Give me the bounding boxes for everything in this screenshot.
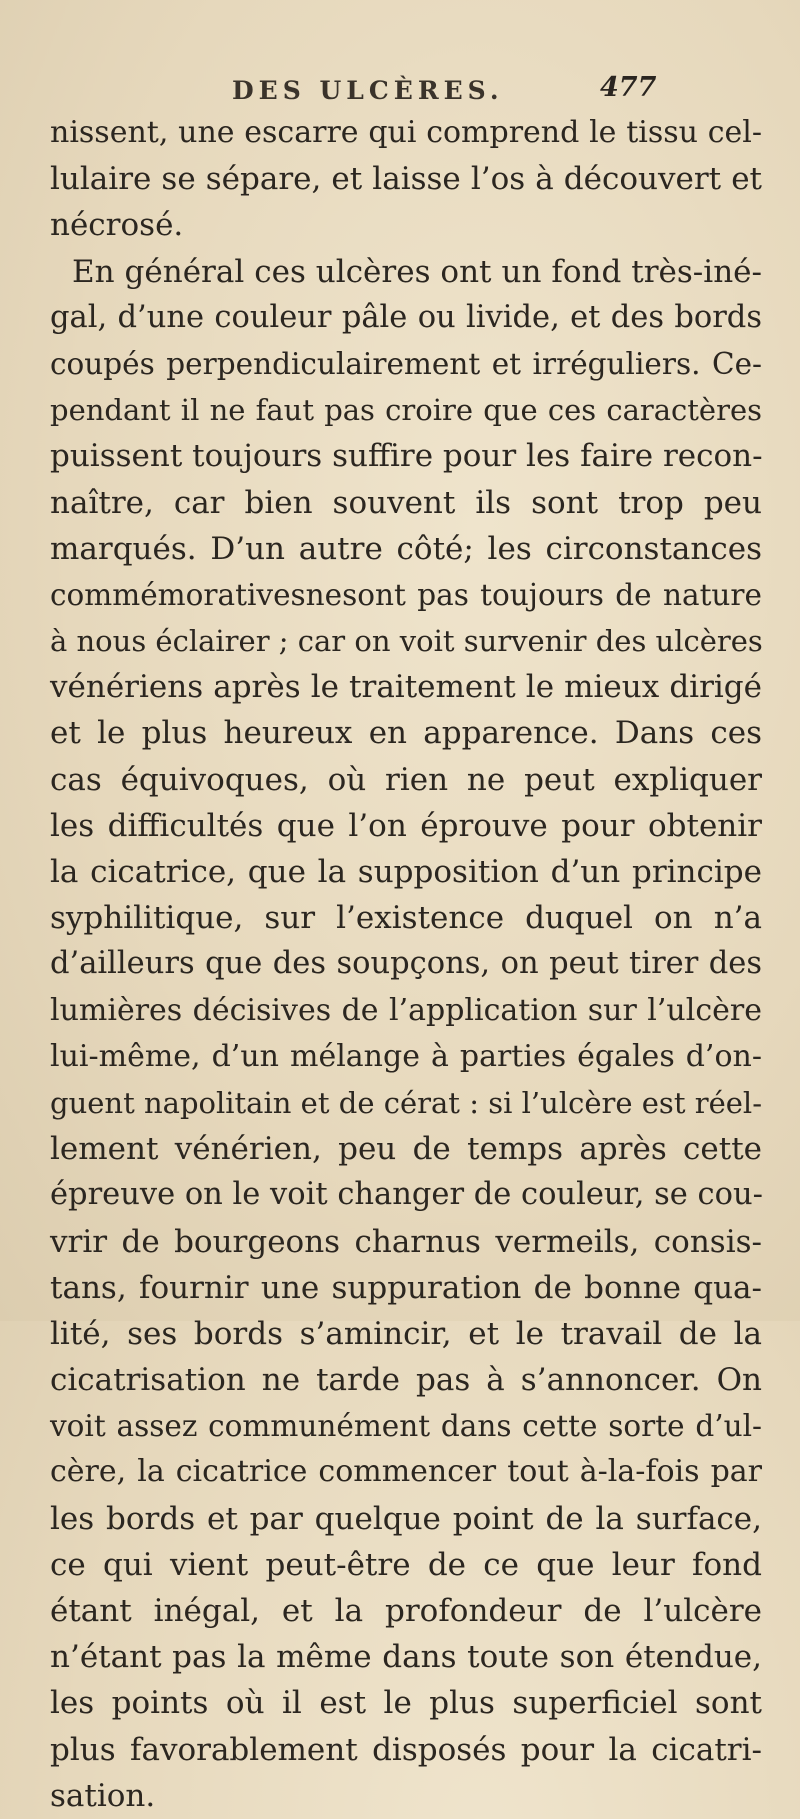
text-line: naître, car bien souvent ils sont trop peu [50, 484, 762, 521]
text-line: cas équivoques, où rien ne peut expliquer [50, 761, 762, 798]
text-line: vrir de bourgeons charnus vermeils, consis- [50, 1223, 762, 1260]
text-line: n’étant pas la même dans toute son étendue, [50, 1639, 762, 1676]
text-line: lumières décisives de l’application sur l’ulcère [50, 992, 762, 1028]
text-line: épreuve on le voit changer de couleur, se cou- [50, 1177, 763, 1213]
text-line: ce qui vient peut-être de ce que leur fond [50, 1546, 762, 1583]
text-line: lement vénérien, peu de temps après cette [50, 1131, 762, 1168]
text-line: puissent toujours suffire pour les faire recon- [50, 438, 763, 475]
text-line: voit assez communément dans cette sorte d’ul- [50, 1409, 762, 1444]
text-line: sation. [50, 1777, 156, 1814]
text-line: cère, la cicatrice commencer tout à-la-fois par [50, 1454, 762, 1490]
text-line: les points où il est le plus superficiel sont [50, 1685, 762, 1722]
text-line: lité, ses bords s’amincir, et le travail de la [50, 1315, 762, 1352]
text-line: nécrosé. [50, 207, 184, 244]
text-line: lui-même, d’un mélange à parties égales d’on- [50, 1038, 762, 1074]
text-line: commémorativesnesont pas toujours de nature [50, 577, 762, 612]
text-line: la cicatrice, que la supposition d’un principe [50, 854, 762, 890]
text-line: pendant il ne faut pas croire que ces caractères [50, 393, 762, 428]
text-line: coupés perpendiculairement et irréguliers. Ce- [50, 346, 762, 381]
text-line: syphilitique, sur l’existence duquel on n’a [50, 900, 762, 937]
text-line: les difficultés que l’on éprouve pour obtenir [50, 807, 762, 844]
text-line: et le plus heureux en apparence. Dans ces [50, 715, 762, 752]
text-line: d’ailleurs que des soupçons, on peut tirer des [50, 946, 762, 982]
page-number: 477 [600, 72, 657, 103]
text-line: marqués. D’un autre côté; les circonstances [50, 530, 762, 567]
text-line: nissent, une escarre qui comprend le tissu cel- [50, 115, 762, 150]
running-title: DES ULCÈRES. [232, 76, 504, 105]
page-header [0, 72, 800, 112]
text-line: cicatrisation ne tarde pas à s’annoncer. On [50, 1362, 762, 1399]
text-line: gal, d’une couleur pâle ou livide, et des bords [50, 299, 762, 335]
text-line: lulaire se sépare, et laisse l’os à découvert et [50, 161, 762, 198]
text-line: étant inégal, et la profondeur de l’ulcère [50, 1593, 762, 1629]
text-line: tans, fournir une suppuration de bonne qua- [50, 1269, 762, 1306]
text-line: à nous éclairer ; car on voit survenir des ulcères [50, 624, 763, 659]
text-line: guent napolitain et de cérat : si l’ulcère est réel- [50, 1085, 762, 1120]
text-line: plus favorablement disposés pour la cicatri- [50, 1731, 762, 1768]
body-text [50, 110, 762, 1819]
text-line: vénériens après le traitement le mieux dirigé [50, 669, 762, 706]
text-line: En général ces ulcères ont un fond très-iné- [72, 253, 762, 290]
text-line: les bords et par quelque point de la surface, [50, 1500, 762, 1537]
